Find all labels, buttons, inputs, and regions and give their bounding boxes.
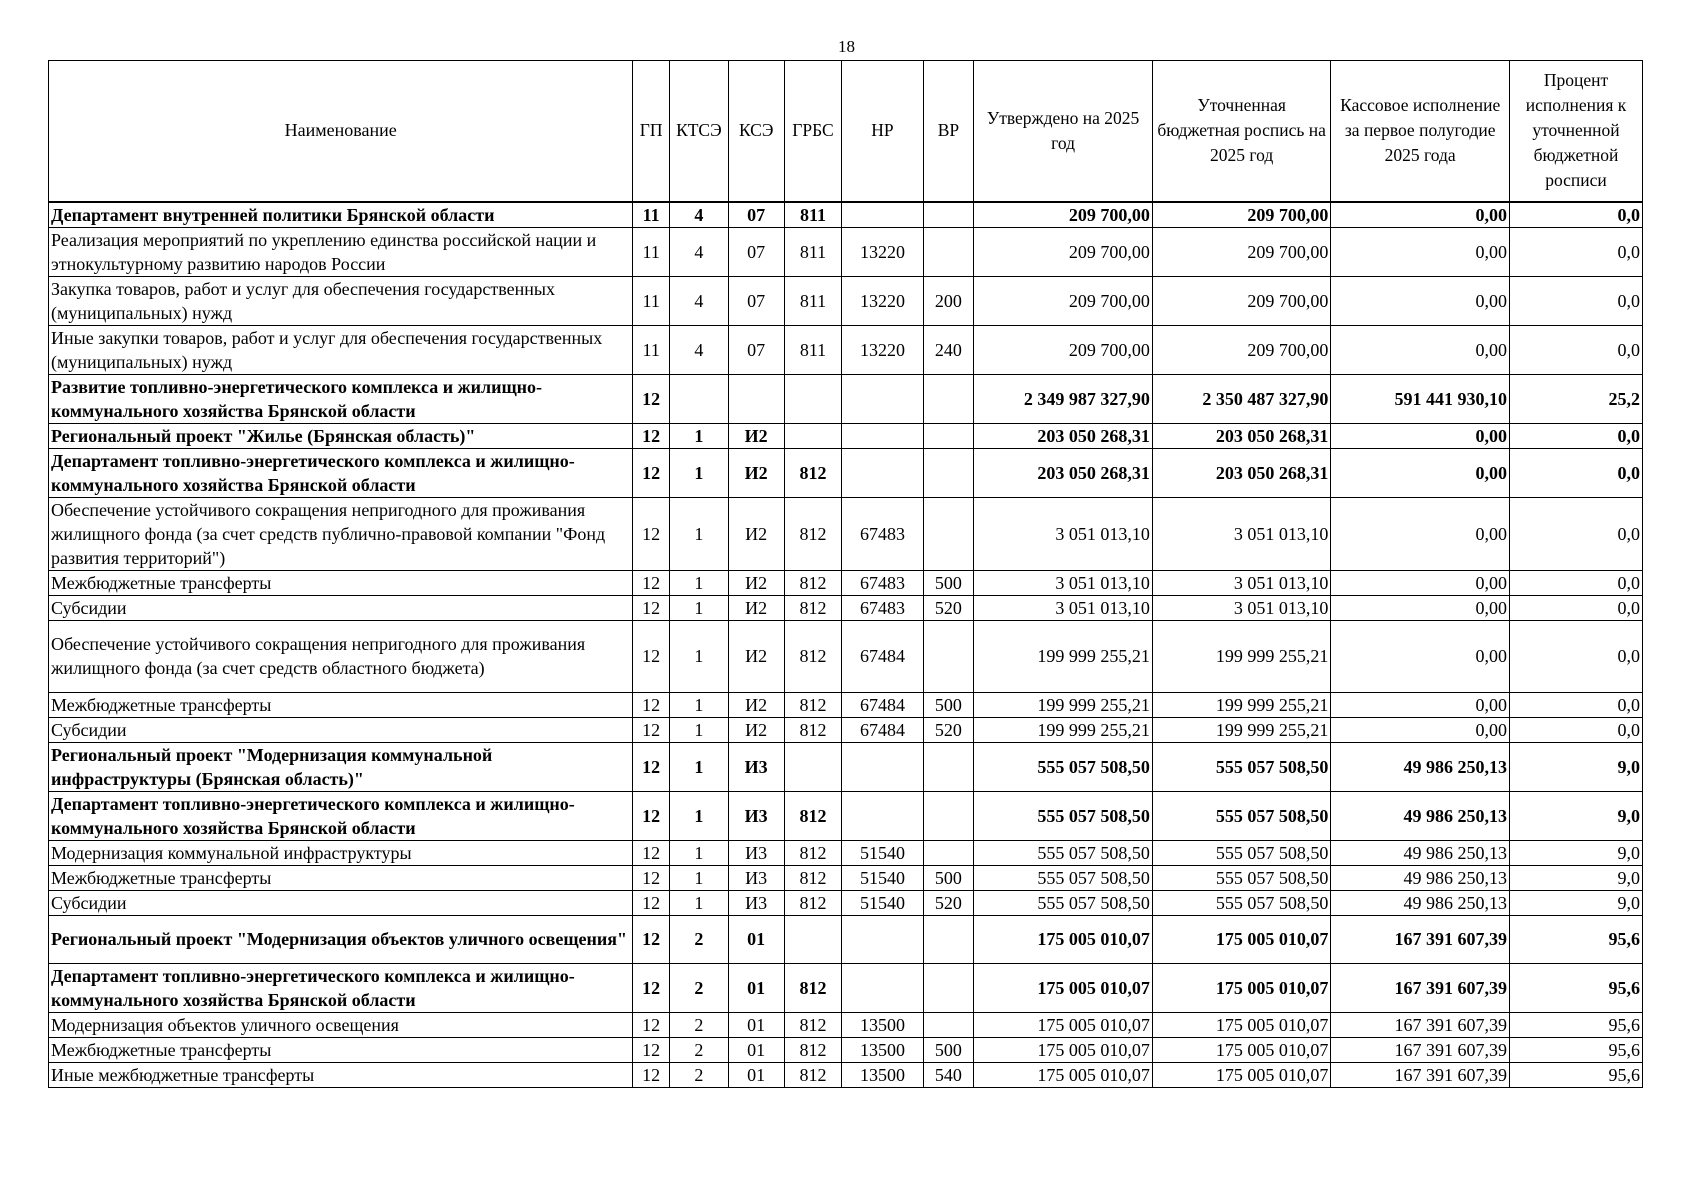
cell-kse: И3 <box>728 865 784 890</box>
cell-gp: 11 <box>633 325 670 374</box>
cell-refined: 555 057 508,50 <box>1152 840 1331 865</box>
cell-gp: 12 <box>633 963 670 1012</box>
cell-np <box>842 448 923 497</box>
cell-executed: 167 391 607,39 <box>1331 1037 1510 1062</box>
cell-gp: 12 <box>633 742 670 791</box>
row-name: Межбюджетные трансферты <box>49 570 633 595</box>
cell-grbs: 812 <box>784 791 842 840</box>
table-row <box>49 1037 1643 1062</box>
cell-percent: 9,0 <box>1509 791 1642 840</box>
cell-refined: 175 005 010,07 <box>1152 963 1331 1012</box>
cell-approved: 203 050 268,31 <box>974 448 1153 497</box>
cell-executed: 0,00 <box>1331 423 1510 448</box>
table-row <box>49 915 1643 963</box>
cell-executed: 591 441 930,10 <box>1331 374 1510 423</box>
cell-np <box>842 374 923 423</box>
cell-approved: 555 057 508,50 <box>974 791 1153 840</box>
row-name: Модернизация коммунальной инфраструктуры <box>49 840 633 865</box>
cell-grbs: 812 <box>784 890 842 915</box>
cell-vr <box>923 202 974 228</box>
cell-vr: 500 <box>923 692 974 717</box>
row-name: Межбюджетные трансферты <box>49 692 633 717</box>
cell-refined: 175 005 010,07 <box>1152 1062 1331 1087</box>
cell-percent: 95,6 <box>1509 1012 1642 1037</box>
cell-np: 51540 <box>842 865 923 890</box>
cell-ktse: 4 <box>669 202 728 228</box>
cell-vr <box>923 963 974 1012</box>
cell-grbs <box>784 742 842 791</box>
cell-grbs <box>784 915 842 963</box>
cell-kse: 07 <box>728 202 784 228</box>
cell-ktse: 2 <box>669 1012 728 1037</box>
cell-vr <box>923 791 974 840</box>
cell-executed: 0,00 <box>1331 202 1510 228</box>
table-row <box>49 692 1643 717</box>
cell-kse: И3 <box>728 840 784 865</box>
cell-percent: 0,0 <box>1509 497 1642 570</box>
cell-gp: 12 <box>633 717 670 742</box>
cell-vr: 500 <box>923 570 974 595</box>
header-ktse: КТСЭ <box>669 61 728 202</box>
cell-kse: И2 <box>728 570 784 595</box>
row-name: Департамент топливно-энергетического комплекса и жилищно-коммунального хозяйства Брянской области <box>49 963 633 1012</box>
cell-vr <box>923 374 974 423</box>
cell-approved: 175 005 010,07 <box>974 963 1153 1012</box>
page-number: 18 <box>838 37 855 56</box>
cell-grbs: 812 <box>784 717 842 742</box>
cell-vr <box>923 742 974 791</box>
cell-gp: 12 <box>633 890 670 915</box>
cell-vr: 520 <box>923 717 974 742</box>
table-row <box>49 890 1643 915</box>
cell-executed: 49 986 250,13 <box>1331 890 1510 915</box>
cell-gp: 11 <box>633 276 670 325</box>
cell-approved: 199 999 255,21 <box>974 692 1153 717</box>
cell-vr <box>923 497 974 570</box>
cell-gp: 12 <box>633 1037 670 1062</box>
cell-refined: 175 005 010,07 <box>1152 1012 1331 1037</box>
cell-np: 67483 <box>842 497 923 570</box>
cell-grbs: 812 <box>784 595 842 620</box>
cell-refined: 175 005 010,07 <box>1152 1037 1331 1062</box>
cell-ktse: 1 <box>669 890 728 915</box>
cell-percent: 0,0 <box>1509 448 1642 497</box>
cell-gp: 12 <box>633 497 670 570</box>
cell-vr <box>923 227 974 276</box>
cell-executed: 49 986 250,13 <box>1331 791 1510 840</box>
cell-vr <box>923 620 974 692</box>
cell-np: 67484 <box>842 692 923 717</box>
row-name: Реализация мероприятий по укреплению единства российской нации и этнокультурному развитию народов России <box>49 227 633 276</box>
cell-approved: 203 050 268,31 <box>974 423 1153 448</box>
cell-gp: 12 <box>633 865 670 890</box>
header-approved: Утверждено на 2025 год <box>974 61 1153 202</box>
cell-grbs: 811 <box>784 276 842 325</box>
table-row <box>49 325 1643 374</box>
cell-refined: 209 700,00 <box>1152 325 1331 374</box>
table-row <box>49 448 1643 497</box>
cell-ktse <box>669 374 728 423</box>
cell-kse: 01 <box>728 963 784 1012</box>
cell-refined: 555 057 508,50 <box>1152 742 1331 791</box>
cell-percent: 9,0 <box>1509 742 1642 791</box>
cell-approved: 199 999 255,21 <box>974 620 1153 692</box>
cell-refined: 203 050 268,31 <box>1152 448 1331 497</box>
row-name: Иные закупки товаров, работ и услуг для обеспечения государственных (муниципальных) нужд <box>49 325 633 374</box>
cell-vr <box>923 448 974 497</box>
cell-percent: 0,0 <box>1509 595 1642 620</box>
budget-table <box>48 60 1643 1088</box>
cell-percent: 0,0 <box>1509 325 1642 374</box>
cell-np: 51540 <box>842 890 923 915</box>
header-name: Наименование <box>49 61 633 202</box>
row-name: Департамент топливно-энергетического комплекса и жилищно-коммунального хозяйства Брянской области <box>49 448 633 497</box>
cell-approved: 199 999 255,21 <box>974 717 1153 742</box>
cell-executed: 0,00 <box>1331 227 1510 276</box>
header-np: НР <box>842 61 923 202</box>
cell-grbs: 812 <box>784 570 842 595</box>
table-row <box>49 374 1643 423</box>
cell-kse: И2 <box>728 620 784 692</box>
cell-np <box>842 742 923 791</box>
cell-grbs <box>784 423 842 448</box>
cell-np <box>842 791 923 840</box>
cell-vr: 520 <box>923 595 974 620</box>
cell-kse: И3 <box>728 742 784 791</box>
cell-refined: 3 051 013,10 <box>1152 497 1331 570</box>
cell-ktse: 1 <box>669 717 728 742</box>
table-row <box>49 1012 1643 1037</box>
cell-vr <box>923 915 974 963</box>
row-name: Обеспечение устойчивого сокращения непригодного для проживания жилищного фонда (за счет средств публично-правовой компании "Фонд развития территорий") <box>49 497 633 570</box>
table-row <box>49 570 1643 595</box>
cell-np: 13220 <box>842 276 923 325</box>
cell-ktse: 2 <box>669 963 728 1012</box>
cell-gp: 12 <box>633 915 670 963</box>
header-grbs: ГРБС <box>784 61 842 202</box>
cell-np <box>842 915 923 963</box>
cell-vr: 240 <box>923 325 974 374</box>
cell-executed: 49 986 250,13 <box>1331 742 1510 791</box>
cell-ktse: 1 <box>669 497 728 570</box>
row-name: Департамент внутренней политики Брянской области <box>49 202 633 228</box>
header-refined: Уточненная бюджетная роспись на 2025 год <box>1152 61 1331 202</box>
table-row <box>49 791 1643 840</box>
header-executed: Кассовое исполнение за первое полугодие 2025 года <box>1331 61 1510 202</box>
cell-kse: 01 <box>728 1012 784 1037</box>
cell-vr: 540 <box>923 1062 974 1087</box>
cell-approved: 209 700,00 <box>974 276 1153 325</box>
cell-executed: 167 391 607,39 <box>1331 1012 1510 1037</box>
cell-executed: 0,00 <box>1331 276 1510 325</box>
cell-grbs <box>784 374 842 423</box>
cell-vr <box>923 1012 974 1037</box>
cell-gp: 12 <box>633 1012 670 1037</box>
cell-approved: 3 051 013,10 <box>974 570 1153 595</box>
table-row <box>49 717 1643 742</box>
cell-refined: 2 350 487 327,90 <box>1152 374 1331 423</box>
cell-ktse: 4 <box>669 325 728 374</box>
cell-kse: 07 <box>728 276 784 325</box>
cell-executed: 0,00 <box>1331 717 1510 742</box>
cell-refined: 199 999 255,21 <box>1152 692 1331 717</box>
header-percent: Процент исполнения к уточненной бюджетной росписи <box>1509 61 1642 202</box>
cell-ktse: 1 <box>669 742 728 791</box>
cell-gp: 11 <box>633 202 670 228</box>
cell-refined: 199 999 255,21 <box>1152 620 1331 692</box>
cell-ktse: 1 <box>669 620 728 692</box>
cell-np: 13500 <box>842 1062 923 1087</box>
cell-np: 13220 <box>842 227 923 276</box>
cell-np: 67484 <box>842 717 923 742</box>
table-row <box>49 202 1643 228</box>
cell-approved: 3 051 013,10 <box>974 497 1153 570</box>
cell-kse: И2 <box>728 448 784 497</box>
cell-kse: И3 <box>728 890 784 915</box>
cell-kse: 01 <box>728 1037 784 1062</box>
cell-kse: И2 <box>728 423 784 448</box>
cell-refined: 555 057 508,50 <box>1152 791 1331 840</box>
cell-grbs: 812 <box>784 1037 842 1062</box>
cell-grbs: 811 <box>784 227 842 276</box>
cell-executed: 49 986 250,13 <box>1331 865 1510 890</box>
header-kse: КСЭ <box>728 61 784 202</box>
cell-executed: 0,00 <box>1331 620 1510 692</box>
cell-np: 13220 <box>842 325 923 374</box>
table-row <box>49 865 1643 890</box>
cell-percent: 0,0 <box>1509 276 1642 325</box>
row-name: Региональный проект "Жилье (Брянская область)" <box>49 423 633 448</box>
cell-approved: 2 349 987 327,90 <box>974 374 1153 423</box>
cell-percent: 9,0 <box>1509 840 1642 865</box>
cell-kse <box>728 374 784 423</box>
cell-percent: 95,6 <box>1509 1062 1642 1087</box>
cell-percent: 25,2 <box>1509 374 1642 423</box>
cell-percent: 0,0 <box>1509 423 1642 448</box>
cell-np: 13500 <box>842 1037 923 1062</box>
cell-ktse: 1 <box>669 692 728 717</box>
cell-ktse: 1 <box>669 570 728 595</box>
cell-refined: 209 700,00 <box>1152 202 1331 228</box>
cell-ktse: 1 <box>669 595 728 620</box>
cell-gp: 12 <box>633 1062 670 1087</box>
cell-gp: 12 <box>633 374 670 423</box>
cell-np: 67483 <box>842 595 923 620</box>
row-name: Межбюджетные трансферты <box>49 865 633 890</box>
cell-grbs: 812 <box>784 620 842 692</box>
cell-refined: 3 051 013,10 <box>1152 570 1331 595</box>
cell-vr: 500 <box>923 865 974 890</box>
cell-ktse: 2 <box>669 1037 728 1062</box>
cell-refined: 175 005 010,07 <box>1152 915 1331 963</box>
cell-np: 67484 <box>842 620 923 692</box>
table-row <box>49 1062 1643 1087</box>
cell-ktse: 1 <box>669 865 728 890</box>
cell-np <box>842 423 923 448</box>
header-vr: ВР <box>923 61 974 202</box>
cell-kse: И3 <box>728 791 784 840</box>
cell-percent: 0,0 <box>1509 717 1642 742</box>
cell-executed: 0,00 <box>1331 570 1510 595</box>
row-name: Иные межбюджетные трансферты <box>49 1062 633 1087</box>
cell-approved: 209 700,00 <box>974 227 1153 276</box>
cell-executed: 0,00 <box>1331 692 1510 717</box>
cell-kse: 07 <box>728 325 784 374</box>
table-row <box>49 620 1643 692</box>
cell-approved: 209 700,00 <box>974 202 1153 228</box>
cell-percent: 0,0 <box>1509 227 1642 276</box>
cell-grbs: 812 <box>784 840 842 865</box>
cell-percent: 0,0 <box>1509 692 1642 717</box>
cell-refined: 209 700,00 <box>1152 276 1331 325</box>
cell-np <box>842 963 923 1012</box>
cell-approved: 3 051 013,10 <box>974 595 1153 620</box>
cell-approved: 555 057 508,50 <box>974 742 1153 791</box>
cell-executed: 0,00 <box>1331 497 1510 570</box>
cell-kse: 07 <box>728 227 784 276</box>
cell-gp: 12 <box>633 448 670 497</box>
cell-ktse: 2 <box>669 1062 728 1087</box>
cell-kse: И2 <box>728 717 784 742</box>
cell-approved: 555 057 508,50 <box>974 865 1153 890</box>
cell-vr: 520 <box>923 890 974 915</box>
table-header-row <box>49 61 1643 202</box>
cell-percent: 95,6 <box>1509 963 1642 1012</box>
cell-kse: И2 <box>728 497 784 570</box>
cell-grbs: 812 <box>784 448 842 497</box>
cell-ktse: 4 <box>669 227 728 276</box>
cell-kse: И2 <box>728 692 784 717</box>
cell-np <box>842 202 923 228</box>
cell-grbs: 812 <box>784 963 842 1012</box>
cell-approved: 175 005 010,07 <box>974 1062 1153 1087</box>
cell-executed: 0,00 <box>1331 325 1510 374</box>
cell-percent: 9,0 <box>1509 890 1642 915</box>
cell-grbs: 812 <box>784 497 842 570</box>
cell-gp: 12 <box>633 692 670 717</box>
cell-executed: 167 391 607,39 <box>1331 1062 1510 1087</box>
cell-gp: 12 <box>633 595 670 620</box>
cell-percent: 0,0 <box>1509 202 1642 228</box>
cell-ktse: 1 <box>669 791 728 840</box>
cell-approved: 209 700,00 <box>974 325 1153 374</box>
table-row <box>49 840 1643 865</box>
cell-gp: 12 <box>633 840 670 865</box>
cell-refined: 555 057 508,50 <box>1152 890 1331 915</box>
cell-kse: 01 <box>728 915 784 963</box>
cell-grbs: 812 <box>784 1062 842 1087</box>
cell-approved: 555 057 508,50 <box>974 890 1153 915</box>
cell-vr <box>923 840 974 865</box>
row-name: Региональный проект "Модернизация объектов уличного освещения" <box>49 915 633 963</box>
cell-np: 67483 <box>842 570 923 595</box>
row-name: Развитие топливно-энергетического комплекса и жилищно-коммунального хозяйства Брянской области <box>49 374 633 423</box>
row-name: Обеспечение устойчивого сокращения непригодного для проживания жилищного фонда (за счет средств областного бюджета) <box>49 620 633 692</box>
cell-vr: 500 <box>923 1037 974 1062</box>
cell-percent: 9,0 <box>1509 865 1642 890</box>
header-gp: ГП <box>633 61 670 202</box>
row-name: Закупка товаров, работ и услуг для обеспечения государственных (муниципальных) нужд <box>49 276 633 325</box>
cell-gp: 12 <box>633 423 670 448</box>
cell-percent: 0,0 <box>1509 620 1642 692</box>
cell-executed: 167 391 607,39 <box>1331 963 1510 1012</box>
cell-approved: 175 005 010,07 <box>974 1012 1153 1037</box>
cell-ktse: 1 <box>669 423 728 448</box>
row-name: Субсидии <box>49 890 633 915</box>
table-row <box>49 497 1643 570</box>
cell-ktse: 1 <box>669 448 728 497</box>
cell-gp: 12 <box>633 620 670 692</box>
cell-gp: 12 <box>633 791 670 840</box>
cell-approved: 555 057 508,50 <box>974 840 1153 865</box>
cell-grbs: 812 <box>784 692 842 717</box>
cell-executed: 167 391 607,39 <box>1331 915 1510 963</box>
cell-grbs: 811 <box>784 325 842 374</box>
cell-percent: 95,6 <box>1509 1037 1642 1062</box>
cell-grbs: 812 <box>784 865 842 890</box>
cell-approved: 175 005 010,07 <box>974 1037 1153 1062</box>
cell-gp: 11 <box>633 227 670 276</box>
cell-grbs: 812 <box>784 1012 842 1037</box>
row-name: Субсидии <box>49 595 633 620</box>
cell-kse: И2 <box>728 595 784 620</box>
table-row <box>49 423 1643 448</box>
cell-percent: 95,6 <box>1509 915 1642 963</box>
cell-vr: 200 <box>923 276 974 325</box>
row-name: Субсидии <box>49 717 633 742</box>
cell-refined: 3 051 013,10 <box>1152 595 1331 620</box>
table-row <box>49 963 1643 1012</box>
cell-refined: 199 999 255,21 <box>1152 717 1331 742</box>
cell-gp: 12 <box>633 570 670 595</box>
cell-kse: 01 <box>728 1062 784 1087</box>
cell-refined: 555 057 508,50 <box>1152 865 1331 890</box>
cell-ktse: 4 <box>669 276 728 325</box>
cell-percent: 0,0 <box>1509 570 1642 595</box>
row-name: Региональный проект "Модернизация коммунальной инфраструктуры (Брянская область)" <box>49 742 633 791</box>
table-row <box>49 227 1643 276</box>
cell-executed: 0,00 <box>1331 595 1510 620</box>
cell-ktse: 2 <box>669 915 728 963</box>
table-row <box>49 276 1643 325</box>
table-row <box>49 742 1643 791</box>
cell-vr <box>923 423 974 448</box>
cell-ktse: 1 <box>669 840 728 865</box>
cell-approved: 175 005 010,07 <box>974 915 1153 963</box>
cell-executed: 49 986 250,13 <box>1331 840 1510 865</box>
cell-np: 51540 <box>842 840 923 865</box>
table-row <box>49 595 1643 620</box>
row-name: Межбюджетные трансферты <box>49 1037 633 1062</box>
row-name: Модернизация объектов уличного освещения <box>49 1012 633 1037</box>
cell-refined: 203 050 268,31 <box>1152 423 1331 448</box>
cell-executed: 0,00 <box>1331 448 1510 497</box>
row-name: Департамент топливно-энергетического комплекса и жилищно-коммунального хозяйства Брянской области <box>49 791 633 840</box>
cell-refined: 209 700,00 <box>1152 227 1331 276</box>
cell-grbs: 811 <box>784 202 842 228</box>
cell-np: 13500 <box>842 1012 923 1037</box>
